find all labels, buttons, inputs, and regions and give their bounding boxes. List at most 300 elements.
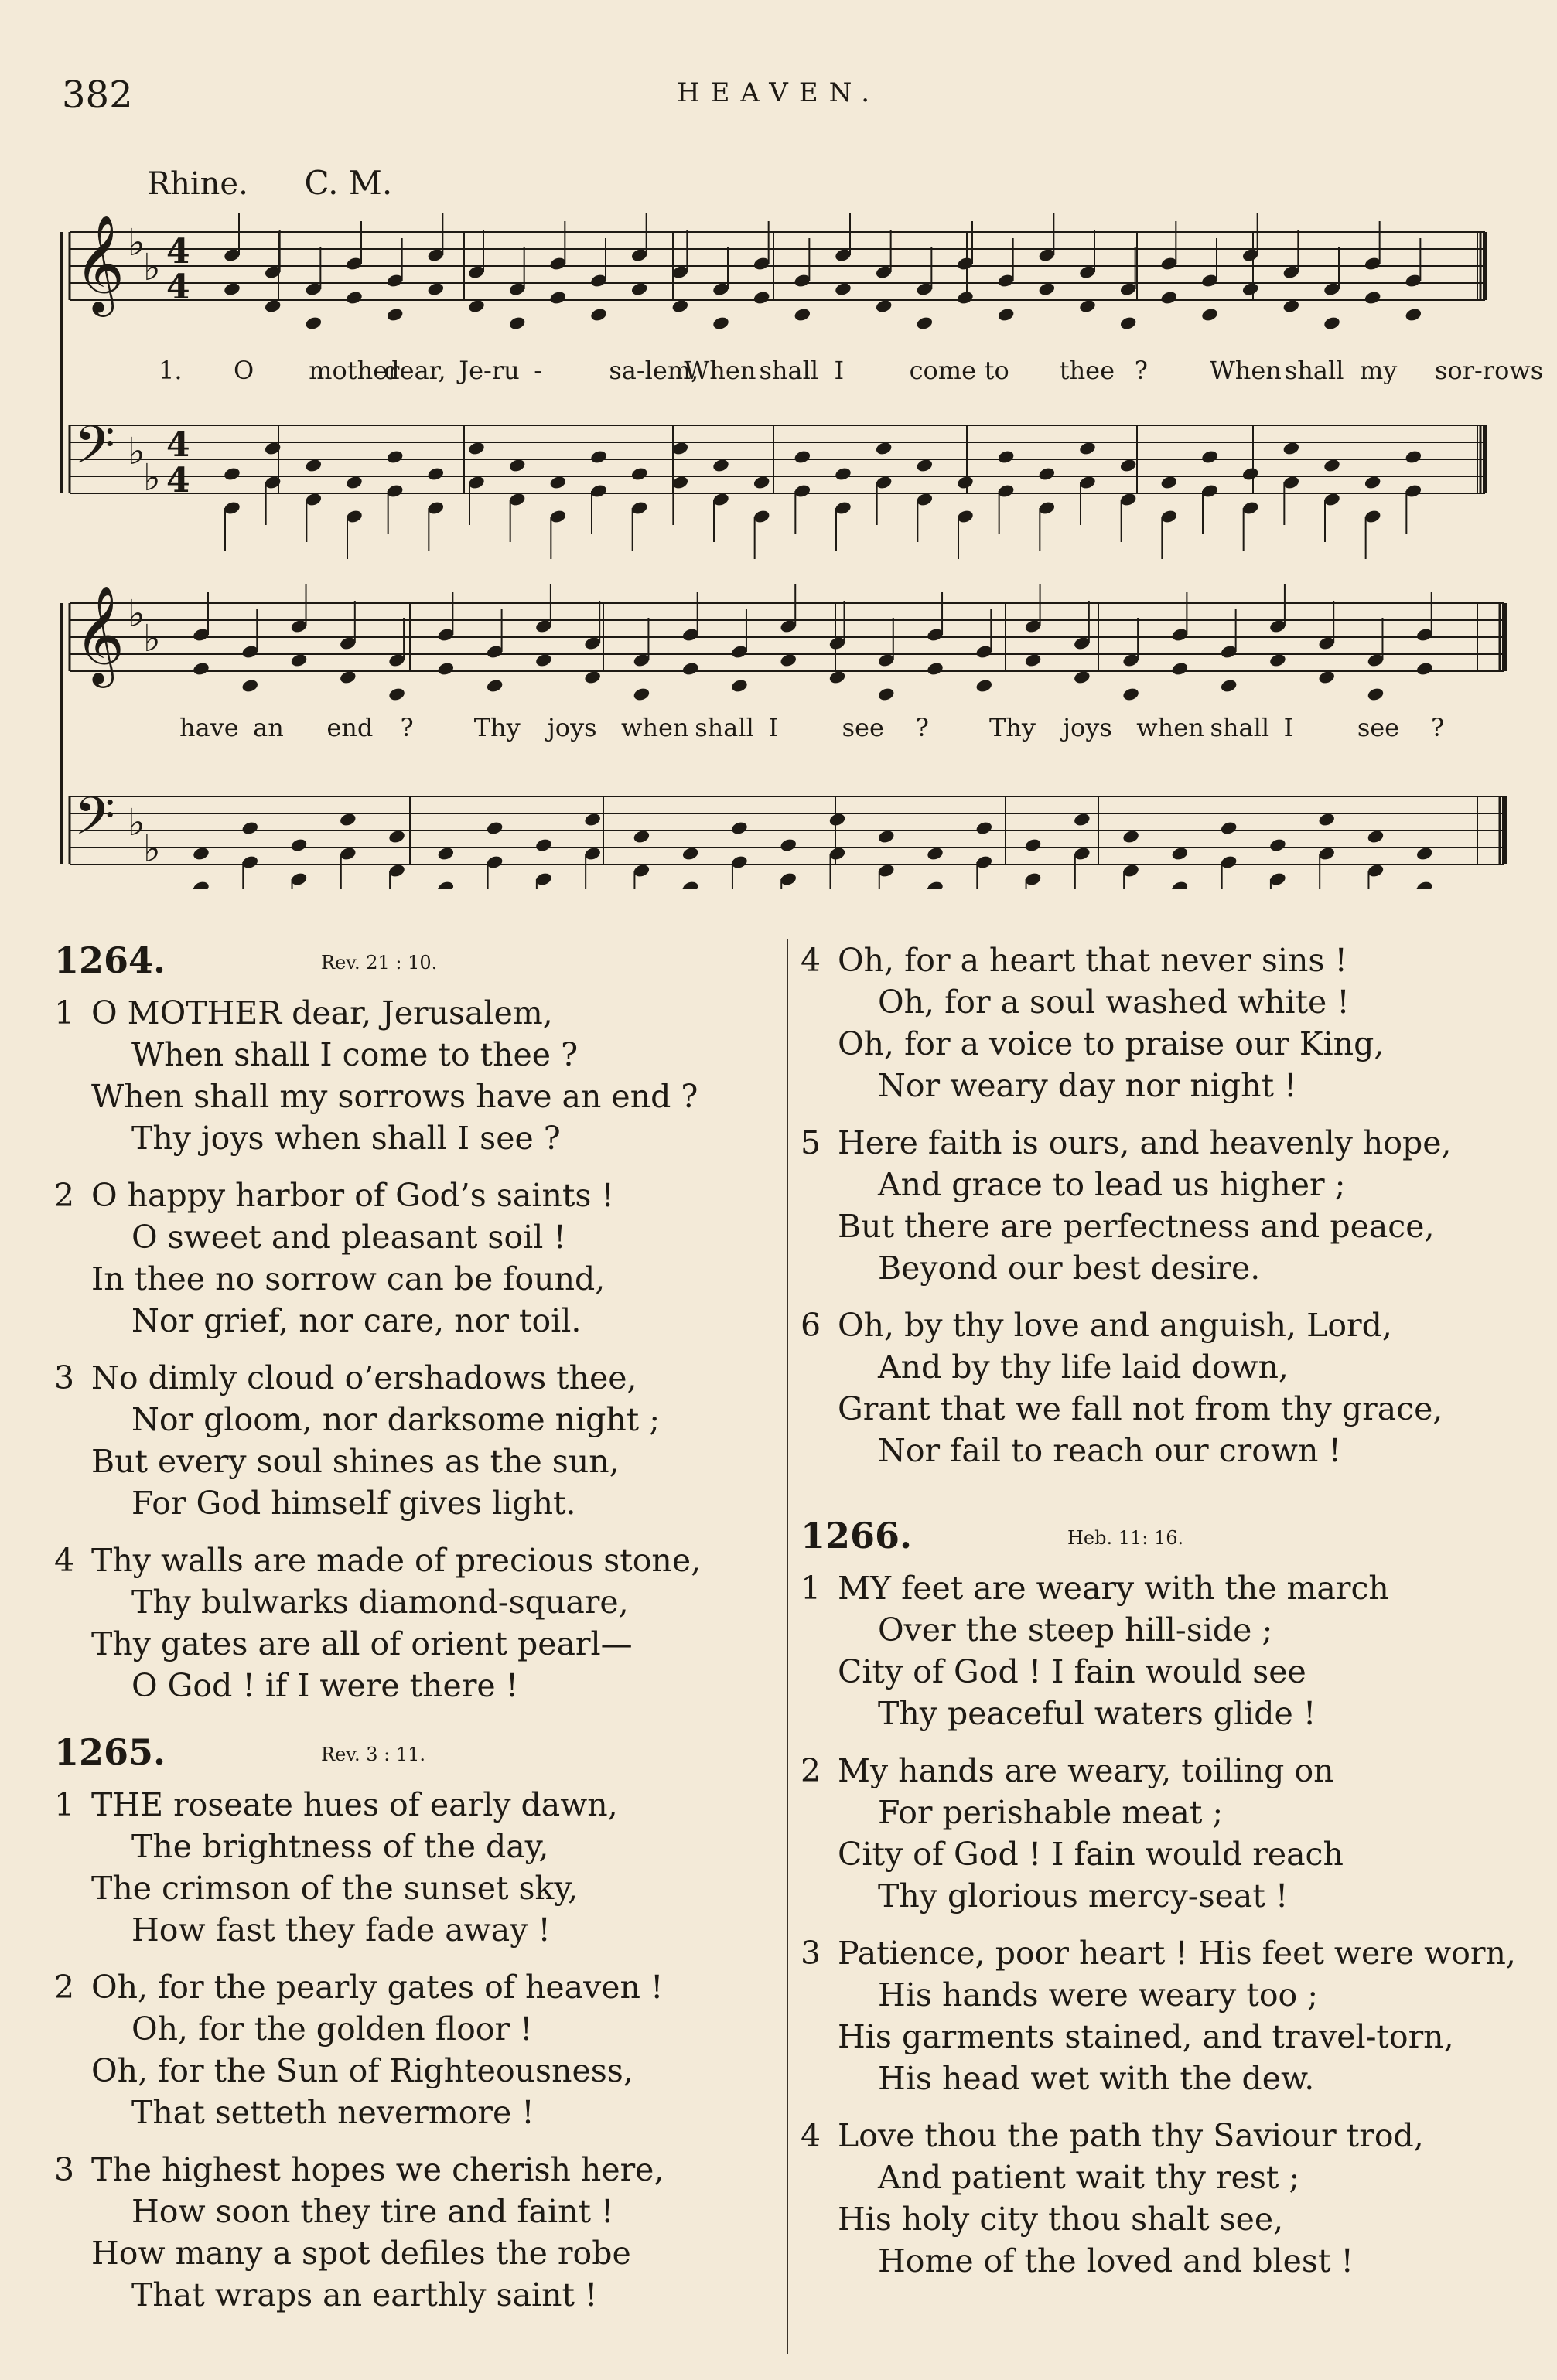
lyric-syllable: see [1357,713,1400,742]
note-head [1160,475,1179,490]
hymn-line [54,1216,766,1258]
line-text: O happy harbor of God’s saints ! [91,1177,614,1214]
line-text: Beyond our best desire. [878,1250,1261,1287]
note-head [1038,466,1057,482]
note-head [1073,670,1091,685]
note-head [467,298,486,314]
note-head [828,670,847,685]
hymn-header [801,1515,1543,1563]
note-head [1405,449,1423,465]
hymn-number: 1264. [54,939,166,981]
note-head [1323,315,1341,331]
note-head [712,315,730,331]
line-text: Thy glorious mercy-seat ! [878,1877,1289,1915]
line-text: The brightness of the day, [131,1828,549,1865]
note-head [427,281,446,297]
note-head [681,661,700,677]
note-head [1038,281,1057,297]
note-head [956,290,975,305]
lyric-syllable: O [234,356,254,385]
lyric-syllable: to [984,356,1009,385]
note-head [1268,653,1287,668]
note-head [508,315,527,331]
note-head [671,298,690,314]
hymn-line [54,1175,766,1216]
hymn-line [801,1205,1543,1247]
line-text: Oh, for the pearly gates of heaven ! [91,1969,664,2006]
line-text: Oh, for a voice to praise our King, [838,1025,1385,1062]
note-head [630,281,649,297]
line-text: His head wet with the dew. [878,2060,1315,2097]
note-head [630,466,649,482]
hymn-line [801,2157,1543,2198]
hymn-line [801,1065,1543,1106]
line-text: How soon they tire and faint ! [131,2193,614,2230]
stanza [54,1784,766,1951]
note-head [1078,441,1097,456]
hymn-line [54,1482,766,1524]
note-head [549,290,568,305]
line-text: That setteth nevermore ! [131,2094,534,2131]
note-head [794,307,812,322]
verse-number: 1 [54,1786,75,1823]
note-head [794,449,812,465]
note-head [1364,475,1382,490]
note-head [583,812,602,827]
line-text: And by thy life laid down, [878,1349,1289,1386]
note-head [290,837,309,853]
line-text: Patience, poor heart ! His feet were worn, [838,1935,1516,1972]
note-head [1122,829,1140,844]
scripture-reference: Heb. 11: 16. [1067,1527,1184,1549]
hymn-line [801,1346,1543,1388]
bass-clef-icon: 𝄢 [74,415,115,489]
note-head [681,846,700,861]
hymn-line [54,1909,766,1951]
treble-clef-icon: 𝄞 [74,213,125,312]
note-head [997,307,1016,322]
note-head [305,458,323,473]
note-head [1317,670,1336,685]
stanza [801,1304,1543,1471]
line-text: Here faith is ours, and heavenly hope, [838,1124,1452,1161]
line-text: O God ! if I were there ! [131,1667,519,1704]
note-head [192,661,210,677]
note-head [877,829,896,844]
lyric-syllable: ? [1134,356,1148,385]
lyric-syllable: I [1283,713,1294,742]
hymn-line [801,1792,1543,1833]
hymn-line [801,1750,1543,1792]
line-text: Over the steep hill-side ; [878,1611,1273,1649]
flat-icon: ♭ [128,221,145,264]
line-text: Oh, for a soul washed white ! [878,984,1350,1021]
flat-icon: ♭ [143,246,161,289]
note-head [1405,307,1423,322]
line-text: Thy walls are made of precious stone, [91,1542,702,1579]
flat-icon: ♭ [128,430,145,473]
note-head [916,315,934,331]
line-text: But there are perfectness and peace, [838,1208,1435,1245]
line-text: Nor gloom, nor darksome night ; [131,1401,661,1438]
stanza [801,1122,1543,1289]
line-text: Nor weary day nor night ! [878,1067,1297,1104]
lyric-syllable: end [326,713,374,742]
hymn-line [801,981,1543,1023]
note-head [730,678,749,694]
note-head [1220,678,1238,694]
right-column [801,939,1543,2297]
lyric-syllable: shall [759,356,819,385]
stanza [54,992,766,1159]
lyric-syllable: sa-lem, [609,356,699,385]
stanza [54,1175,766,1342]
time-signature: 4 [166,232,190,271]
line-text: Oh, by thy love and anguish, Lord, [838,1307,1392,1344]
music-score [0,0,1557,889]
flat-icon: ♭ [143,456,161,500]
line-text: MY feet are weary with the march [838,1570,1389,1607]
flat-icon: ♭ [143,617,161,660]
stanza [801,2115,1543,2282]
note-head [1367,687,1385,702]
verse-number: 4 [801,942,821,979]
line-text: Oh, for the golden floor ! [131,2010,533,2048]
verse-number: 5 [801,1124,821,1161]
lyric-syllable: when [621,713,689,742]
line-text: City of God ! I fain would reach [838,1836,1344,1873]
note-head [589,449,608,465]
lyric-syllable: joys [1063,713,1112,742]
hymn-line [801,1567,1543,1609]
note-head [1241,466,1260,482]
line-text: Home of the loved and blest ! [878,2242,1354,2279]
note-head [386,449,405,465]
line-text: Oh, for the Sun of Righteousness, [91,2052,633,2089]
lyric-syllable: shall [695,713,754,742]
line-text: Nor grief, nor care, nor toil. [131,1302,582,1339]
note-head [1282,298,1301,314]
note-head [1323,458,1341,473]
verse-number: 1 [801,1570,821,1607]
note-head [875,298,893,314]
stanza [54,1539,766,1707]
hymn-line [801,2058,1543,2099]
verse-number: 6 [801,1307,821,1344]
line-text: That wraps an earthly saint ! [131,2276,598,2314]
hymn-line [801,1430,1543,1471]
line-text: His garments stained, and travel-torn, [838,2018,1454,2055]
verse-number: 3 [54,1359,75,1396]
line-text: My hands are weary, toiling on [838,1752,1334,1789]
note-head [388,687,406,702]
line-text: His hands were weary too ; [878,1976,1319,2013]
hymn-line [54,2050,766,2092]
verse-number: 2 [801,1752,821,1789]
line-text: O sweet and pleasant soil ! [131,1219,566,1256]
note-head [290,653,309,668]
lyric-syllable: ? [915,713,929,742]
hymn-number: 1265. [54,1731,166,1773]
lyric-syllable: mother [309,356,400,385]
note-head [427,466,446,482]
note-head [589,307,608,322]
line-text: THE roseate hues of early dawn, [91,1786,618,1823]
note-head [1200,307,1219,322]
note-head [549,475,568,490]
note-head [1200,449,1219,465]
hymn-line [801,939,1543,981]
note-head [633,829,651,844]
bass-clef-icon: 𝄢 [74,786,115,860]
line-text: Grant that we fall not from thy grace, [838,1390,1443,1427]
note-head [192,846,210,861]
note-head [834,466,852,482]
treble-clef-icon: 𝄞 [74,585,125,684]
line-text: How many a spot defiles the robe [91,2235,631,2272]
time-signature: 4 [166,425,190,465]
stanza [801,1750,1543,1917]
line-text: In thee no sorrow can be found, [91,1260,606,1297]
lyric-syllable: 1. [159,356,183,385]
verse-number: 4 [801,2117,821,2154]
verse-number: 1 [54,994,75,1031]
note-head [223,466,241,482]
note-head [305,315,323,331]
note-head [1078,298,1097,314]
note-head [712,458,730,473]
verse-number: 2 [54,1177,75,1214]
note-head [534,653,553,668]
hymn-header [54,939,766,987]
hymn-line [801,1388,1543,1430]
note-head [975,820,994,836]
hymn-line [801,2240,1543,2282]
note-head [730,820,749,836]
note-head [671,441,690,456]
lyric-syllable: dear, [384,356,446,385]
lyric-syllable: - [534,356,543,385]
line-text: And patient wait thy rest ; [878,2159,1300,2196]
hymn-line [54,2008,766,2050]
note-head [997,449,1016,465]
line-text: Thy joys when shall I see ? [131,1120,561,1157]
stanza [54,2149,766,2316]
hymn-line [54,2149,766,2191]
note-head [1024,837,1043,853]
line-text: For God himself gives light. [131,1485,576,1522]
hymn-line [54,1665,766,1707]
note-head [1241,281,1260,297]
running-title: HEAVEN. [676,77,881,108]
lyric-syllable: an [253,713,284,742]
hymn-line [801,2198,1543,2240]
lyric-syllable: I [768,713,779,742]
line-text: Love thou the path thy Saviour trod, [838,2117,1424,2154]
note-head [956,475,975,490]
line-text: Thy gates are all of orient pearl— [91,1625,633,1662]
lyric-syllable: ? [1431,713,1445,742]
note-head [437,661,456,677]
note-head [345,290,364,305]
note-head [753,290,771,305]
note-head [753,475,771,490]
note-head [1171,846,1190,861]
note-head [467,441,486,456]
hymn-line [801,1932,1543,1974]
note-head [1220,820,1238,836]
note-head [534,837,553,853]
verse-number: 3 [801,1935,821,1972]
note-head [241,820,259,836]
lyric-syllable: shall [1210,713,1270,742]
note-head [583,670,602,685]
hymn-line [54,1826,766,1867]
hymn-line [801,1247,1543,1289]
hymn-line [801,2115,1543,2157]
lyric-syllable: When [684,356,756,385]
lyric-syllable: shall [1284,356,1344,385]
note-head [828,812,847,827]
hymn-line [54,1966,766,2008]
lyric-syllable: joys [547,713,597,742]
line-text: Nor fail to reach our crown ! [878,1432,1341,1469]
hymn-line [801,1875,1543,1917]
column-divider [787,939,788,2354]
hymn-line [801,1833,1543,1875]
line-text: The crimson of the sunset sky, [91,1870,579,1907]
tune-meter: C. M. [304,164,393,202]
line-text: But every soul shines as the sun, [91,1443,620,1480]
hymn-line [54,2092,766,2133]
note-head [241,678,259,694]
note-head [779,837,797,853]
note-head [1268,837,1287,853]
note-head [1415,846,1434,861]
stanza [54,1357,766,1524]
flat-icon: ♭ [143,827,161,871]
hymn-line [54,1399,766,1441]
stanza [801,939,1543,1106]
hymn-line [54,1867,766,1909]
hymn-line [54,1258,766,1300]
hymn-line [801,1693,1543,1734]
verse-number: 2 [54,1969,75,2006]
note-head [877,687,896,702]
hymn-line [54,1034,766,1076]
note-head [339,670,357,685]
hymn-line [801,1609,1543,1651]
note-head [916,458,934,473]
line-text: The highest hopes we cherish here, [91,2151,664,2188]
note-head [1073,812,1091,827]
hymn-number: 1266. [801,1515,913,1557]
line-text: Oh, for a heart that never sins ! [838,942,1347,979]
stanza [801,1932,1543,2099]
hymn-line [54,1441,766,1482]
lyric-syllable: sor-rows [1435,356,1544,385]
note-head [926,661,944,677]
lyric-syllable: thee [1059,356,1115,385]
verse-number: 4 [54,1542,75,1579]
note-head [1282,441,1301,456]
line-text: For perishable meat ; [878,1794,1224,1831]
lyric-syllable: Je-ru [459,356,520,385]
hymn-line [54,1357,766,1399]
lyric-syllable: I [834,356,845,385]
lyric-syllable: my [1359,356,1398,385]
note-head [345,475,364,490]
hymn-line [54,1784,766,1826]
note-head [1171,661,1190,677]
note-head [223,281,241,297]
lyric-syllable: have [179,713,239,742]
time-signature: 4 [166,461,190,500]
line-text: When shall my sorrows have an end ? [91,1078,698,1115]
hymn-line [54,1076,766,1117]
note-head [388,829,406,844]
lyric-syllable: ? [400,713,414,742]
note-head [975,678,994,694]
note-head [926,846,944,861]
note-head [1317,812,1336,827]
note-head [508,458,527,473]
hymn-line [801,2016,1543,2058]
note-head [386,307,405,322]
note-head [1119,458,1138,473]
left-column [54,939,766,2331]
hymn-line [54,1581,766,1623]
hymn-line [801,1651,1543,1693]
page-number: 382 [62,73,133,117]
note-head [875,441,893,456]
hymn-line [54,1623,766,1665]
lyric-syllable: when [1136,713,1204,742]
line-text: Thy peaceful waters glide ! [878,1695,1316,1732]
stanza [54,1966,766,2133]
flat-icon: ♭ [128,801,145,844]
note-head [779,653,797,668]
stanza [801,1567,1543,1734]
note-head [264,298,282,314]
tune-name: Rhine. [147,166,248,202]
line-text: O MOTHER dear, Jerusalem, [91,994,553,1031]
lyric-syllable: Thy [473,713,521,742]
note-head [437,846,456,861]
hymn-line [54,2191,766,2232]
note-head [1024,653,1043,668]
line-text: His holy city thou shalt see, [838,2201,1284,2238]
note-head [633,687,651,702]
line-text: And grace to lead us higher ; [878,1166,1346,1203]
lyric-syllable: see [842,713,884,742]
note-head [486,820,504,836]
line-text: City of God ! I fain would see [838,1653,1306,1690]
hymn-line [801,1122,1543,1164]
note-head [1119,315,1138,331]
hymn-line [54,1117,766,1159]
note-head [1415,661,1434,677]
note-head [486,678,504,694]
hymn-line [54,2232,766,2274]
hymn-header [54,1731,766,1779]
hymn-line [801,1974,1543,2016]
note-head [1364,290,1382,305]
line-text: Thy bulwarks diamond-square, [131,1584,629,1621]
hymn-line [801,1023,1543,1065]
hymn-line [801,1164,1543,1205]
line-text: When shall I come to thee ? [131,1036,579,1073]
